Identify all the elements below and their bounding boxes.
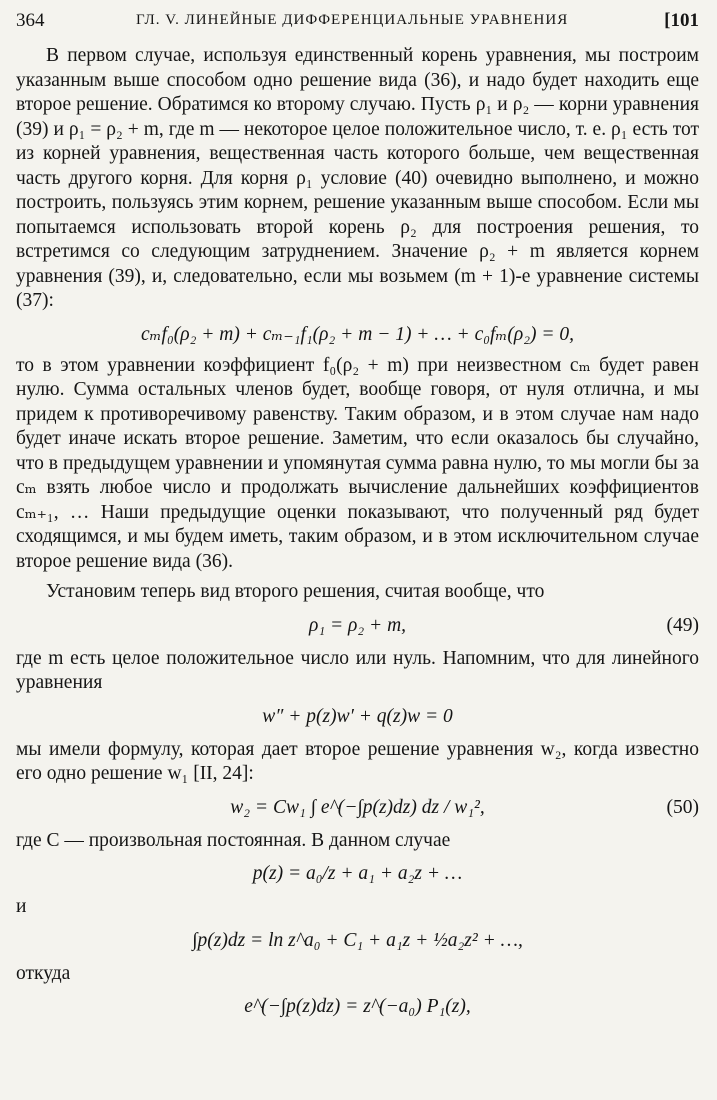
paragraph-1: В первом случае, используя единственный корень уравнения, мы построим указанным выше способом одно решение вида (36), и надо будет находить еще второе решение. Обратимся ко второму случаю. Пусть ρ₁ и ρ₂ — корни уравнения (39) и ρ₁ = ρ₂ + m, где m — некоторое целое положительное число, т. е. ρ₁ есть тот из корней уравнения, вещественная часть которого больше, чем вещественная часть другого корня. Для корня ρ₁ условие (40) очевидно выполнено, и можно построить, пользуясь этим корнем, решение указанным выше способом. Если мы попытаемся использовать второй корень ρ₂ для построения решения, то встретимся со следующим затруднением. Значение ρ₂ + m является корнем уравнения (39), и, следовательно, если мы возьмем (m + 1)-е уравнение системы (37):	[16, 45, 699, 311]
paragraph-3: Установим теперь вид второго решения, считая вообще, что	[46, 581, 545, 602]
paragraph-4: где m есть целое положительное число или нуль. Напомним, что для линейного уравнения	[16, 647, 699, 693]
running-title: ГЛ. V. ЛИНЕЙНЫЕ ДИФФЕРЕНЦИАЛЬНЫЕ УРАВНЕНИЯ	[136, 12, 569, 28]
paragraph-5: мы имели формулу, которая дает второе решение уравнения w₂, когда известно его одно решение w₁ [II, 24]:	[16, 738, 699, 784]
book-page	[16, 8, 699, 1018]
page-number: 364	[16, 10, 45, 31]
equation-exponent: e^(−∫p(z)dz) = z^(−a₀) P₁(z),	[244, 996, 471, 1017]
paragraph-8: откуда	[16, 962, 71, 984]
linear-equation: w″ + p(z)w′ + q(z)w = 0	[262, 705, 453, 727]
paragraph-2: то в этом уравнении коэффициент f₀(ρ₂ + m) при неизвестном cₘ будет равен нулю. Сумма остальных членов будет, вообще говоря, от нуля отлична, и мы придем к противоречивому равенству. Таким образом, и в этом случае нам надо будет иначе искать второе решение. Заметим, что если оказалось бы случайно, что в предыдущем уравнении и упомянутая сумма равна нулю, то мы могли бы за cₘ взять любое число и продолжать вычисление дальнейших коэффициентов cₘ₊₁, … Наши предыдущие оценки показывают, что полученный ряд будет сходящимся, и мы будем иметь, таким образом, и в этом исключительном случае второе решение вида (36).	[16, 354, 699, 572]
page-header	[16, 8, 699, 38]
equation-p-z: p(z) = a₀/z + a₁ + a₂z + …	[252, 863, 463, 884]
equation-50-body: w₂ = Cw₁ ∫ e^(−∫p(z)dz) dz / w₁²,	[230, 796, 485, 818]
equation-system-37: cₘf₀(ρ₂ + m) + cₘ₋₁f₁(ρ₂ + m − 1) + … + c₀fₘ(ρ₂) = 0,	[140, 323, 575, 345]
equation-integral: ∫p(z)dz = ln z^a₀ + C₁ + a₁z + ½a₂z² + …,	[192, 929, 523, 951]
paragraph-6: где C — произвольная постоянная. В данном случае	[16, 829, 451, 851]
equation-49	[16, 615, 699, 637]
equation-49-body: ρ₁ = ρ₂ + m,	[308, 614, 407, 636]
equation-49-number: (49)	[666, 614, 699, 636]
paragraph-7: и	[16, 896, 27, 917]
section-number: [101	[664, 10, 699, 31]
equation-50	[16, 797, 699, 819]
equation-50-number: (50)	[666, 796, 699, 818]
